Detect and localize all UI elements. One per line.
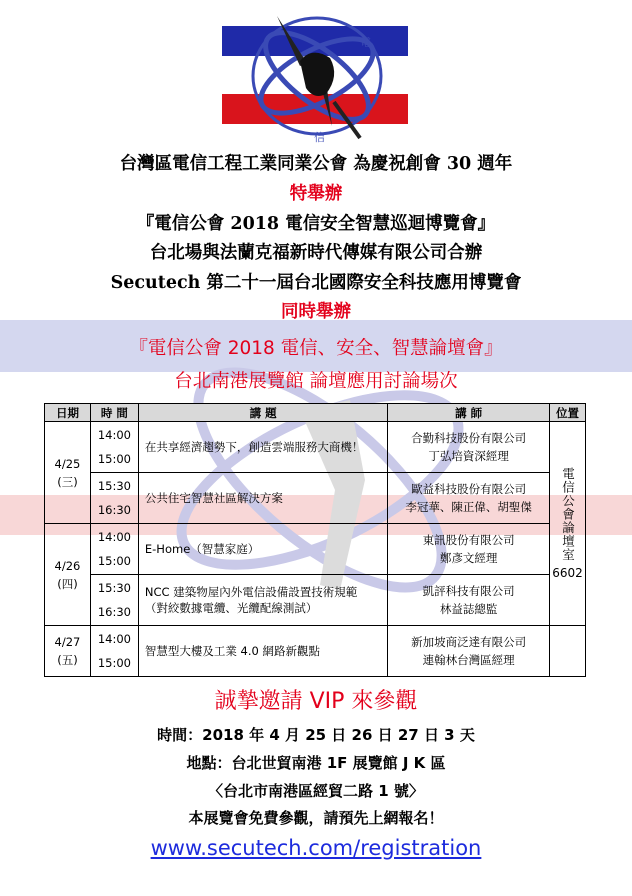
weekday: (五) — [57, 653, 78, 667]
registration-link[interactable]: www.secutech.com/registration — [150, 836, 482, 860]
invite-text: 誠摯邀請 VIP 來參觀 — [214, 689, 418, 714]
topic-cell: 在共享經濟趨勢下，創造雲端服務大商機！ — [138, 422, 387, 473]
speaker-company: 東訊股份有限公司 — [422, 533, 515, 547]
topic-cell: 公共住宅智慧社區解決方案 — [138, 473, 387, 524]
start-time: 15:30 — [97, 581, 131, 595]
svg-text:電: 電 — [360, 36, 371, 49]
time-cell — [90, 626, 138, 677]
table-row — [45, 575, 586, 626]
topic-cell — [138, 575, 387, 626]
end-time: 15:00 — [97, 656, 131, 670]
room-empty-cell — [549, 626, 585, 677]
table-header-row — [45, 404, 586, 422]
date: 4/25 — [54, 456, 81, 471]
end-time: 16:30 — [97, 605, 131, 619]
speaker-name: 鄭彥文經理 — [439, 551, 498, 565]
schedule-table — [44, 403, 586, 677]
header-line-5: Secutech 第二十一屆台北國際安全科技應用博覽會 — [110, 273, 522, 293]
speaker-company: 歐益科技股份有限公司 — [411, 482, 527, 496]
table-row — [45, 473, 586, 524]
room-name: 電信公會論壇室 — [560, 467, 576, 562]
header-line-1: 台灣區電信工程工業同業公會 為慶祝創會 30 週年 — [119, 154, 513, 174]
speaker-name: 李冠華、陳正偉、胡聖傑 — [405, 500, 532, 514]
header-line-4: 台北場與法蘭克福新時代傳媒有限公司合辦 — [149, 243, 483, 263]
date-cell — [45, 422, 91, 524]
speaker-name: 林益誌總監 — [439, 602, 498, 616]
header-room: 位置 — [549, 404, 585, 422]
start-time: 14:00 — [97, 632, 131, 646]
start-time: 15:30 — [97, 479, 131, 493]
association-logo — [222, 6, 408, 146]
time-cell — [90, 575, 138, 626]
header-line-2: 特舉辦 — [289, 184, 343, 204]
speaker-name: 丁弘培資深經理 — [428, 449, 509, 463]
table-row — [45, 422, 586, 473]
event-place: 地點：台北世貿南港 1F 展覽館 J K 區 — [186, 754, 446, 772]
registration-link-wrap — [0, 836, 632, 860]
topic-cell: 智慧型大樓及工業 4.0 網路新觀點 — [138, 626, 387, 677]
speaker-cell — [388, 626, 550, 677]
header-line-6: 同時舉辦 — [281, 302, 351, 322]
weekday: (三) — [57, 474, 78, 489]
speaker-company: 凱評科技有限公司 — [422, 584, 515, 598]
table-row — [45, 626, 586, 677]
room-cell — [549, 422, 585, 626]
table-row — [45, 524, 586, 575]
start-time: 14:00 — [97, 428, 131, 442]
header-topic: 講 題 — [138, 404, 387, 422]
time-cell — [90, 422, 138, 473]
end-time: 16:30 — [97, 503, 131, 517]
date: 4/26 — [54, 558, 81, 573]
start-time: 14:00 — [97, 530, 131, 544]
header-speaker: 講 師 — [388, 404, 550, 422]
speaker-cell — [388, 473, 550, 524]
speaker-company: 新加坡商泛達有限公司 — [411, 635, 527, 649]
forum-title: 『電信公會 2018 電信、安全、智慧論壇會』 — [129, 338, 503, 359]
forum-subtitle: 台北南港展覽館 論壇應用討論場次 — [174, 371, 458, 392]
end-time: 15:00 — [97, 452, 131, 466]
date: 4/27 — [54, 635, 81, 649]
speaker-cell — [388, 575, 550, 626]
header-date: 日期 — [45, 404, 91, 422]
topic-cell: E-Home（智慧家庭） — [138, 524, 387, 575]
speaker-company: 合勤科技股份有限公司 — [411, 431, 527, 445]
event-time: 時間：2018 年 4 月 25 日 26 日 27 日 3 天 — [157, 726, 475, 744]
event-address: 〈台北市南港區經貿二路 1 號〉 — [208, 782, 424, 800]
speaker-cell — [388, 422, 550, 473]
time-cell — [90, 524, 138, 575]
free-admission-note: 本展覽會免費參觀，請預先上網報名！ — [188, 809, 444, 827]
room-number: 6602 — [552, 565, 583, 580]
speaker-name: 連翰林台灣區經理 — [422, 653, 515, 667]
speaker-cell — [388, 524, 550, 575]
header-time: 時 間 — [90, 404, 138, 422]
date-cell — [45, 626, 91, 677]
weekday: (四) — [57, 576, 78, 591]
svg-text:信: 信 — [314, 131, 325, 144]
date-cell — [45, 524, 91, 626]
end-time: 15:00 — [97, 554, 131, 568]
topic-line-1: NCC 建築物屋內外電信設備設置技術規範 — [144, 585, 358, 599]
topic-line-2: （對絞數據電纜、光纜配線測試） — [144, 601, 318, 615]
header-line-3: 『電信公會 2018 電信安全智慧巡迴博覽會』 — [136, 214, 496, 234]
time-cell — [90, 473, 138, 524]
